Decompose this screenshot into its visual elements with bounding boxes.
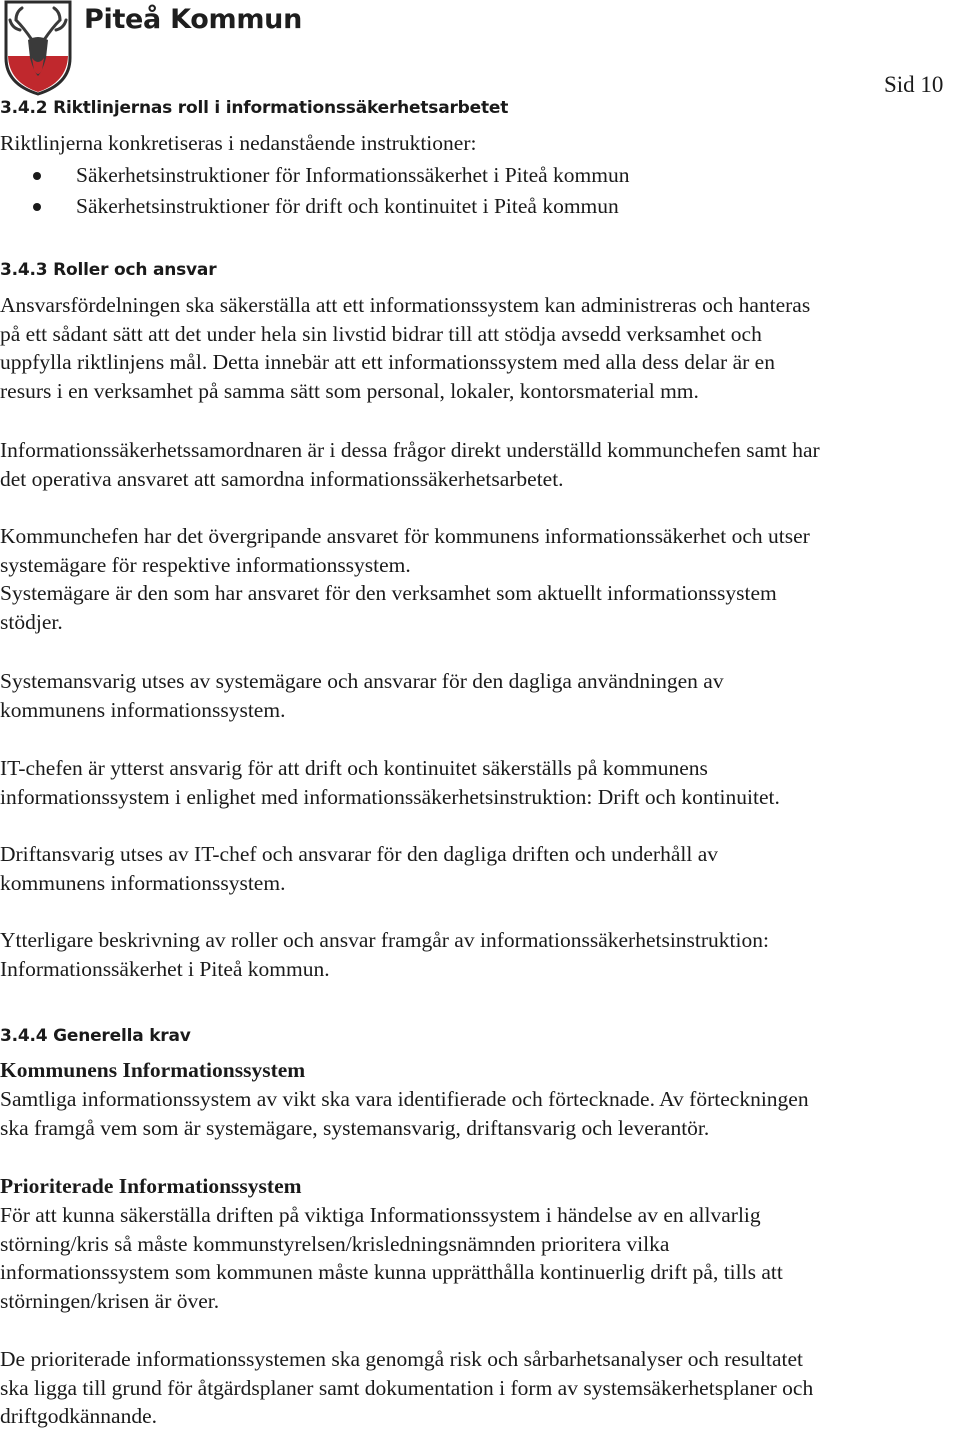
list-item: Säkerhetsinstruktioner för Informationssäkerhet i Piteå kommun — [0, 160, 630, 191]
text-line: resurs i en verksamhet på samma sätt som personal, lokaler, kontorsmaterial mm. — [0, 379, 699, 404]
paragraph — [0, 436, 820, 493]
text-line: systemägare för respektive informationssystem. — [0, 552, 411, 577]
text-line: störningen/krisen är över. — [0, 1289, 220, 1314]
text-line: störning/kris så måste kommunstyrelsen/krisledningsnämnden prioritera vilka — [0, 1231, 670, 1256]
text-line: Ytterligare beskrivning av roller och ansvar framgår av informationssäkerhetsinstruktion: — [0, 928, 769, 952]
text-line: Informationssäkerhet i Piteå kommun. — [0, 956, 330, 981]
text-line: Ansvarsfördelningen ska säkerställa att ett informationssystem kan administreras och hanteras — [0, 293, 811, 317]
section-heading-3-4-4: 3.4.4 Generella krav — [0, 1026, 191, 1046]
text-line: stödjer. — [0, 610, 63, 635]
text-line: kommunens informationssystem. — [0, 870, 286, 895]
text-line: De prioriterade informationssystemen ska genomgå risk och sårbarhetsanalyser och resultatet — [0, 1347, 803, 1371]
text-line: ska framgå vem som är systemägare, systemansvarig, driftansvarig och leverantör. — [0, 1115, 710, 1140]
section-heading-3-4-3: 3.4.3 Roller och ansvar — [0, 260, 217, 280]
text-line: Systemägare är den som har ansvaret för den verksamhet som aktuellt informationssystem — [0, 581, 777, 606]
subheading-prioriterade-informationssystem: Prioriterade Informationssystem — [0, 1174, 302, 1198]
paragraph — [0, 1345, 813, 1431]
paragraph — [0, 522, 810, 637]
section-heading-3-4-2: 3.4.2 Riktlinjernas roll i informationssäkerhetsarbetet — [0, 98, 509, 118]
text-line: För att kunna säkerställa driften på viktiga Informationssystem i händelse av en allvarlig — [0, 1203, 761, 1227]
list-item: Säkerhetsinstruktioner för drift och kontinuitet i Piteå kommun — [0, 191, 630, 222]
pitea-coat-of-arms-logo — [2, 0, 74, 96]
text-line: Informationssäkerhetssamordnaren är i dessa frågor direkt underställd kommunchefen samt har — [0, 438, 820, 462]
text-line: Driftansvarig utses av IT-chef och ansvarar för den dagliga driften och underhåll av — [0, 842, 718, 866]
text-line: informationssystem i enlighet med informationssäkerhetsinstruktion: Drift och kontinuitet. — [0, 784, 780, 809]
subheading-kommunens-informationssystem: Kommunens Informationssystem — [0, 1058, 306, 1082]
text-line: driftgodkännande. — [0, 1404, 158, 1429]
paragraph — [0, 667, 724, 724]
paragraph — [0, 840, 718, 897]
text-line: Systemansvarig utses av systemägare och ansvarar för den dagliga användningen av — [0, 669, 724, 693]
brand-name: Piteå Kommun — [84, 4, 302, 35]
paragraph — [0, 926, 769, 983]
text-line: Samtliga informationssystem av vikt ska vara identifierade och förtecknade. Av förteckningen — [0, 1087, 809, 1111]
page-number: Sid 10 — [884, 72, 944, 97]
text-line: IT-chefen är ytterst ansvarig för att drift och kontinuitet säkerställs på kommunens — [0, 756, 708, 780]
text-line: Kommunchefen har det övergripande ansvaret för kommunens informationssäkerhet och utser — [0, 524, 810, 548]
text-line: kommunens informationssystem. — [0, 697, 286, 722]
instruction-list — [0, 160, 630, 222]
paragraph — [0, 754, 780, 811]
text-line: uppfylla riktlinjens mål. Detta innebär att ett informationssystem med alla dess delar är en — [0, 350, 775, 375]
paragraph — [0, 291, 810, 406]
paragraph — [0, 1085, 809, 1142]
text-line: på ett sådant sätt att det under hela sin livstid bidrar till att stödja avsedd verksamhet och — [0, 321, 762, 346]
intro-text: Riktlinjerna konkretiseras i nedanstående instruktioner: — [0, 131, 477, 155]
text-line: det operativa ansvaret att samordna informationssäkerhetsarbetet. — [0, 466, 564, 491]
text-line: ska ligga till grund för åtgärdsplaner samt dokumentation i form av systemsäkerhetsplaner och — [0, 1375, 814, 1400]
paragraph — [0, 1201, 783, 1316]
text-line: informationssystem som kommunen måste kunna upprätthålla kontinuerlig drift på, tills att — [0, 1260, 783, 1285]
